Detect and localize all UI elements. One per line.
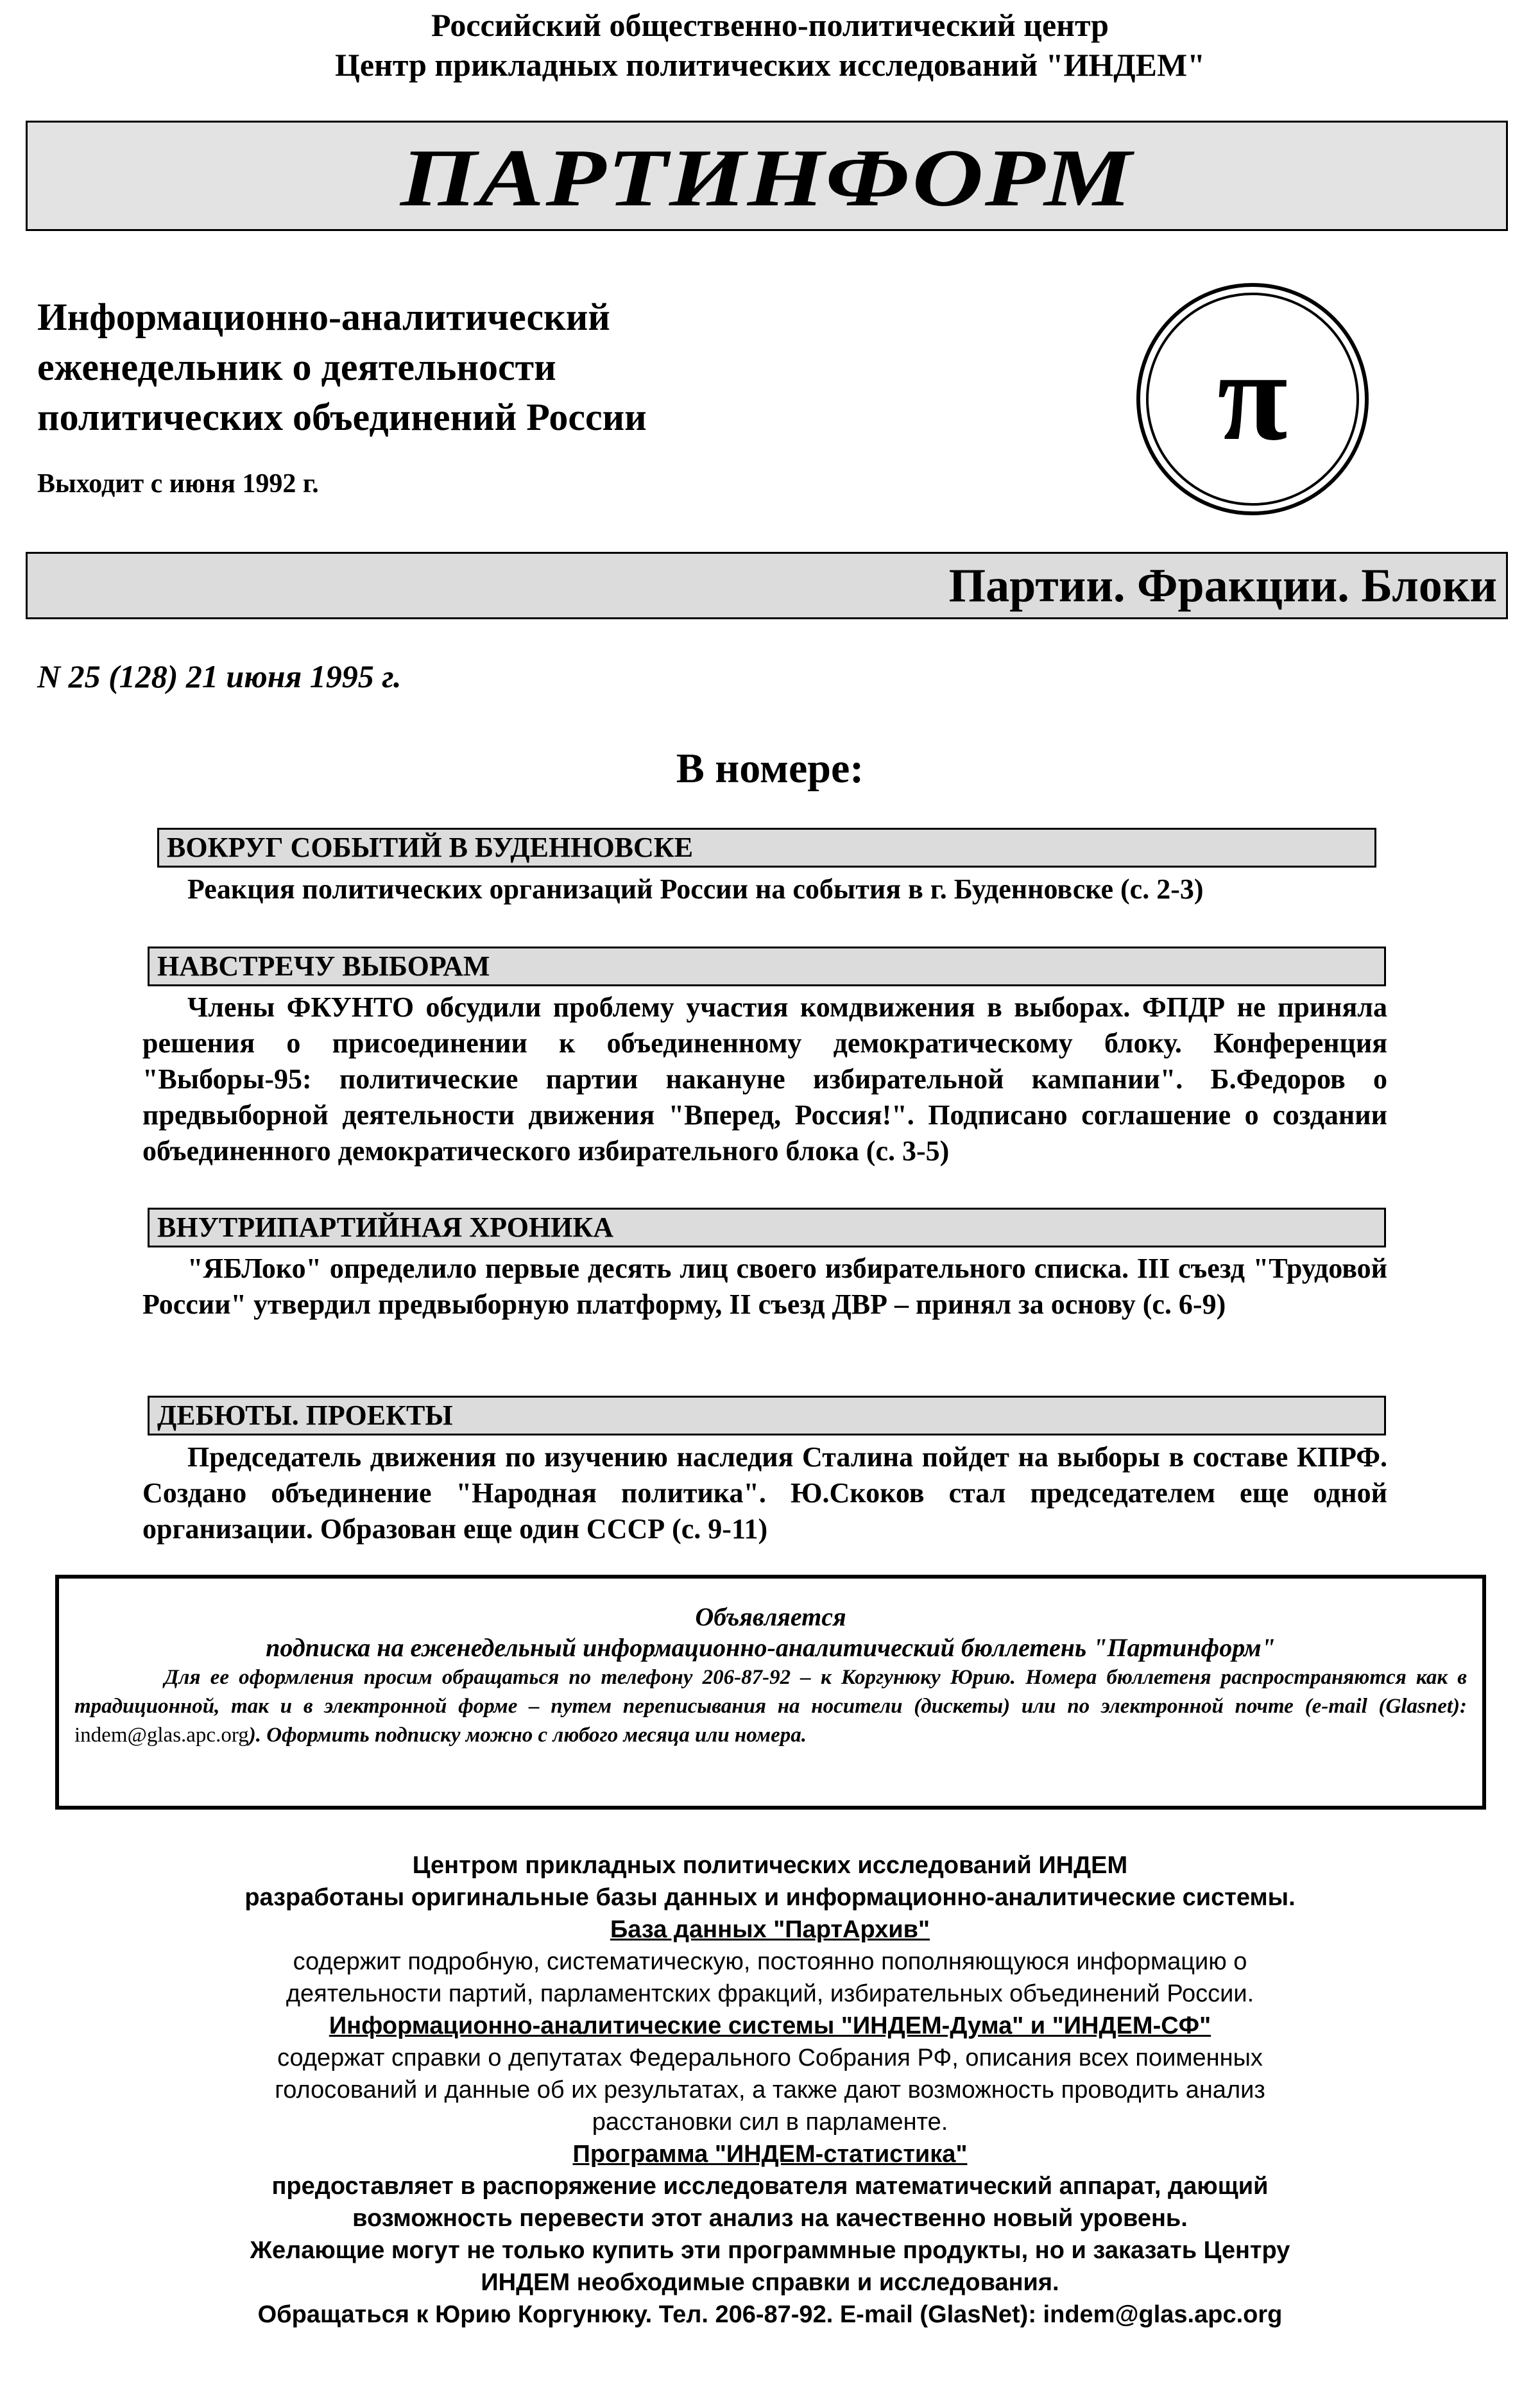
rubric-banner [26, 552, 1508, 619]
subtitle-line-3: политических объединений России [37, 396, 647, 438]
info-intro-2: разработаны оригинальные базы данных и информационно-аналитические системы. [244, 1884, 1296, 1911]
section-bar-2 [148, 947, 1386, 986]
subscription-email-link[interactable]: indem@glas.apc.org [74, 1724, 249, 1747]
section-bar-3 [148, 1208, 1386, 1247]
section-title: ДЕБЮТЫ. ПРОЕКТЫ [157, 1400, 453, 1431]
subscription-headline: подписка на еженедельный информационно-аналитический бюллетень "Партинформ" [266, 1633, 1276, 1662]
info-intro-1: Центром прикладных политических исследований ИНДЕМ [412, 1852, 1128, 1879]
indem-info-block [0, 1849, 1540, 2331]
publication-subtitle [37, 292, 936, 442]
offer-line-2: ИНДЕМ необходимые справки и исследования. [481, 2269, 1059, 2296]
subtitle-line-2: еженедельник о деятельности [37, 346, 556, 388]
subscription-notice [55, 1575, 1486, 1810]
masthead-banner [26, 121, 1508, 231]
database-desc-2: деятельности партий, парламентских фракций, избирательных объединений России. [286, 1980, 1254, 2007]
section-body: Председатель движения по изучению наследия Сталина пойдет на выборы в составе КПРФ. Создано объединение "Народная политика". Ю.Скоков стал председателем еще одной организации. Образован еще один СССР (с. 9-11) [142, 1441, 1387, 1545]
section-body: Реакция политических организаций России на события в г. Буденновске (с. 2-3) [187, 873, 1204, 905]
section-bar-4 [148, 1396, 1386, 1435]
pi-logo-icon [1131, 277, 1374, 521]
contact-line: Обращаться к Юрию Коргунюку. Тел. 206-87-92. E-mail (GlasNet): indem@glas.apc.org [257, 2301, 1283, 2328]
database-title: База данных "ПартАрхив" [610, 1916, 930, 1943]
section-body: Члены ФКУНТО обсудили проблему участия комдвижения в выборах. ФПДР не приняла решения о присоединении к объединенному демократическому блоку. Конференция "Выборы-95: политические партии накануне избирательной кампании". Б.Федоров о предвыборной деятельности движения "Вперед, Россия!". Подписано соглашение о создании объединенного демократического избирательного блока (с. 3-5) [142, 991, 1387, 1167]
publisher-header [0, 5, 1540, 85]
subscription-text-b: ). Оформить подписку можно с любого месяца или номера. [248, 1724, 807, 1747]
masthead-title: ПАРТИНФОРМ [400, 132, 1134, 223]
section-title: ВОКРУГ СОБЫТИЙ В БУДЕННОВСКЕ [167, 832, 694, 863]
program-desc-1: предоставляет в распоряжение исследователя математический аппарат, дающий [271, 2173, 1269, 2200]
systems-desc-3: расстановки сил в парламенте. [592, 2109, 948, 2136]
rubric-title: Партии. Фракции. Блоки [948, 560, 1497, 612]
subscription-announce: Объявляется [695, 1602, 846, 1631]
logo-symbol: π [1217, 325, 1288, 467]
org-line-1: Российский общественно-политический центр [431, 7, 1109, 43]
database-desc-1: содержит подробную, систематическую, постоянно пополняющуюся информацию о [293, 1948, 1247, 1975]
section-title: ВНУТРИПАРТИЙНАЯ ХРОНИКА [157, 1212, 614, 1243]
systems-desc-2: голосований и данные об их результатах, а также дают возможность проводить анализ [275, 2077, 1265, 2104]
section-bar-1 [157, 828, 1376, 868]
contents-heading: В номере: [676, 745, 864, 792]
org-line-2: Центр прикладных политических исследований "ИНДЕМ" [335, 47, 1205, 83]
subscription-text-a: Для ее оформления просим обращаться по телефону 206-87-92 – к Коргунюку Юрию. Номера бюллетеня распространяются как в традиционной, так и в электронной форме – путем переписывания на носители (дискеты) или по электронной почте (e-mail (Glasnet): [74, 1666, 1467, 1718]
systems-title: Информационно-аналитические системы "ИНДЕМ-Дума" и "ИНДЕМ-СФ" [329, 2012, 1211, 2039]
offer-line-1: Желающие могут не только купить эти программные продукты, но и заказать Центру [250, 2237, 1290, 2264]
program-title: Программа "ИНДЕМ-статистика" [572, 2141, 968, 2168]
section-title: НАВСТРЕЧУ ВЫБОРАМ [157, 950, 490, 982]
subscription-body [59, 1663, 1482, 1750]
issue-number: N 25 (128) 21 июня 1995 г. [37, 658, 402, 694]
program-desc-2: возможность перевести этот анализ на качественно новый уровень. [352, 2205, 1188, 2232]
section-body: "ЯБЛоко" определило первые десять лиц своего избирательного списка. III съезд "Трудовой России" утвердил предвыборную платформу, II съезд ДВР – принял за основу (с. 6-9) [142, 1253, 1387, 1320]
since-date: Выходит с июня 1992 г. [37, 469, 319, 499]
subtitle-line-1: Информационно-аналитический [37, 296, 610, 338]
systems-desc-1: содержат справки о депутатах Федерального Собрания РФ, описания всех поименных [277, 2044, 1263, 2071]
